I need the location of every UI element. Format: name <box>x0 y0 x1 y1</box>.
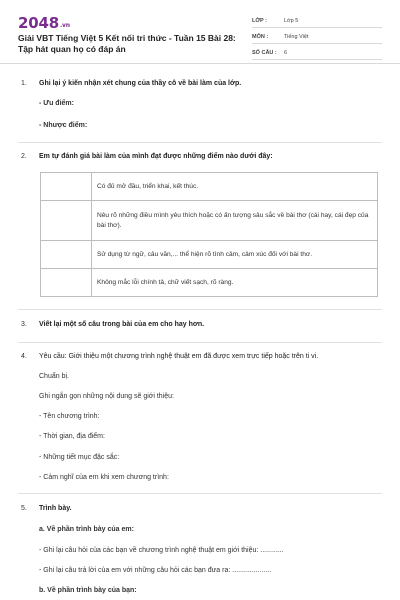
checkbox-cell[interactable] <box>41 201 92 241</box>
document-header <box>0 0 400 64</box>
question-sub-line: - Tên chương trình: <box>39 413 100 420</box>
meta-label: MÔN : <box>252 33 269 40</box>
meta-value: Tiếng Việt <box>284 33 309 40</box>
self-assessment-table <box>40 172 378 297</box>
logo-main-text: 2048 <box>18 14 59 32</box>
question-sub-line: - Thời gian, địa điểm: <box>39 433 105 440</box>
question-number: 5. <box>21 505 27 512</box>
meta-label: LỚP : <box>252 17 267 24</box>
checkbox-cell[interactable] <box>41 269 92 297</box>
question-sub-line: - Nhược điểm: <box>39 122 88 129</box>
question-number: 4. <box>21 353 27 360</box>
table-row <box>41 241 378 269</box>
table-cell-text: Không mắc lỗi chính tả, chữ viết sạch, rõ ràng. <box>92 269 378 297</box>
meta-value: Lớp 5 <box>284 17 299 24</box>
question-sub-line: - Ưu điểm: <box>39 100 74 107</box>
meta-label: SỐ CÂU : <box>252 49 277 56</box>
question-text: Viết lại một số câu trong bài của em cho hay hơn. <box>39 321 205 328</box>
question-sub-line: - Những tiết mục đặc sắc: <box>39 454 120 461</box>
question-number: 3. <box>21 321 27 328</box>
meta-row-subject <box>252 30 382 44</box>
table-row <box>41 269 378 297</box>
question-sub-line: - Ghi lại câu hỏi của các bạn về chương trình nghệ thuật em giới thiệu: ............ <box>39 547 284 554</box>
checkbox-cell[interactable] <box>41 173 92 201</box>
divider <box>18 342 382 343</box>
table-cell-text: Sử dụng từ ngữ, câu văn,... thể hiện rõ tình cảm, cảm xúc đối với bài thơ. <box>92 241 378 269</box>
meta-value: 6 <box>284 49 288 56</box>
table-row <box>41 201 378 241</box>
question-sub-line: - Cảm nghĩ của em khi xem chương trình: <box>39 474 169 481</box>
question-text: Em tự đánh giá bài làm của mình đạt được những điểm nào dưới đây: <box>39 153 273 160</box>
question-sub-line: Chuẩn bị. <box>39 373 69 380</box>
table-cell-text: Có đủ mở đầu, triển khai, kết thúc. <box>92 173 378 201</box>
question-sub-line: Ghi ngắn gọn những nội dung sẽ giới thiệu: <box>39 393 174 400</box>
question-number: 2. <box>21 153 27 160</box>
question-sub-line: - Ghi lại câu trả lời của em với những câu hỏi các bạn đưa ra: .................... <box>39 567 272 574</box>
divider <box>18 493 382 494</box>
table-row <box>41 173 378 201</box>
question-text: Trình bày. <box>39 505 72 512</box>
divider <box>18 309 382 310</box>
question-text: Ghi lại ý kiến nhận xét chung của thầy cô về bài làm của lớp. <box>39 80 242 87</box>
meta-row-count <box>252 46 382 60</box>
checkbox-cell[interactable] <box>41 241 92 269</box>
question-part-heading: b. Về phần trình bày của bạn: <box>39 587 137 594</box>
site-logo[interactable] <box>18 14 70 32</box>
question-number: 1. <box>21 80 27 87</box>
table-cell-text: Nêu rõ những điều mình yêu thích hoặc có ấn tượng sâu sắc về bài thơ (cái hay, cái đẹp của bài thơ). <box>92 201 378 241</box>
question-text: Yêu cầu: Giới thiệu một chương trình nghệ thuật em đã được xem trực tiếp hoặc trên ti vi. <box>39 353 319 360</box>
meta-info-panel <box>252 14 382 62</box>
divider <box>18 142 382 143</box>
meta-row-class <box>252 14 382 28</box>
page-title: Giải VBT Tiếng Việt 5 Kết nối tri thức - Tuần 15 Bài 28: Tập hát quan họ có đáp án <box>18 33 236 54</box>
logo-suffix-text: .vn <box>59 22 70 29</box>
question-part-heading: a. Về phần trình bày của em: <box>39 526 134 533</box>
